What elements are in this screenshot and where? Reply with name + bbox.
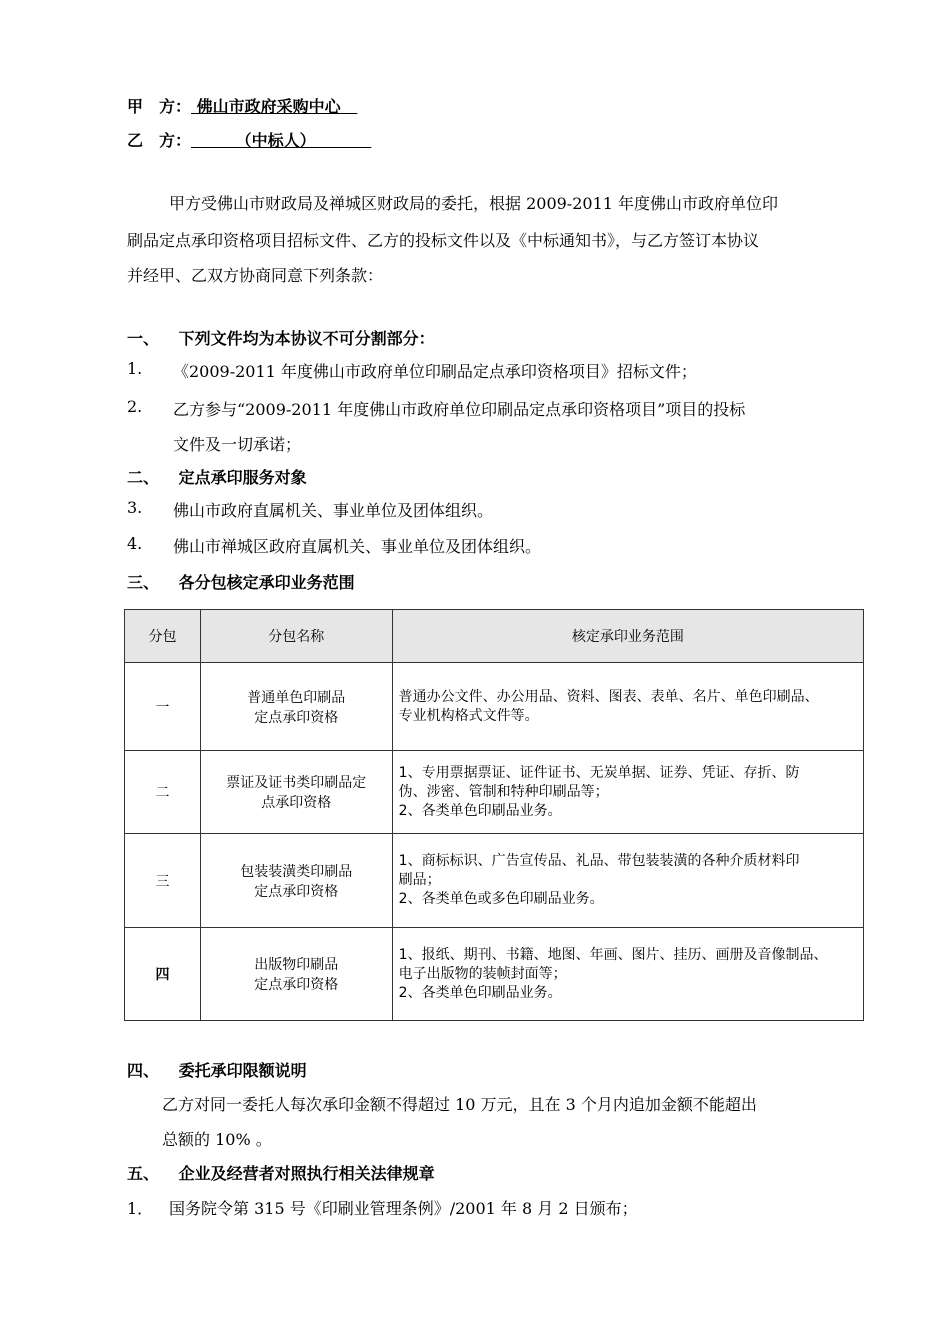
section-3-title: 各分包核定承印业务范围 xyxy=(178,573,355,592)
section-2-num: 二、 xyxy=(127,468,160,487)
package-cell: 二 xyxy=(125,751,201,834)
party-b-label: 乙 方： xyxy=(127,131,192,150)
s2-item-3-text: 佛山市政府直属机关、事业单位及团体组织。 xyxy=(173,501,494,520)
section-1-title: 下列文件均为本协议不可分割部分： xyxy=(178,329,435,348)
s2-item-4-text: 佛山市禅城区政府直属机关、事业单位及团体组织。 xyxy=(173,537,542,556)
party-b xyxy=(127,128,371,151)
s1-item-2-text-line-2: 文件及一切承诺； xyxy=(173,435,302,454)
scope-cell: 1、专用票据票证、证件证书、无炭单据、证券、凭证、存折、防 伪、涉密、管制和特种印刷品等； 2、各类单色印刷品业务。 xyxy=(392,751,863,834)
section-4-line-1: 乙方对同一委托人每次承印金额不得超过 10 万元，且在 3 个月内追加金额不能超出 xyxy=(162,1095,757,1114)
table-row xyxy=(125,663,864,751)
party-a-value: 佛山市政府采购中心 xyxy=(196,97,341,116)
scope-table xyxy=(124,609,864,1021)
package-cell: 四 xyxy=(125,928,201,1021)
s1-item-1-text: 《2009-2011 年度佛山市政府单位印刷品定点承印资格项目》招标文件； xyxy=(173,362,697,381)
section-4-line-2: 总额的 10% 。 xyxy=(162,1130,272,1149)
intro-line-1: 甲方受佛山市财政局及禅城区财政局的委托，根据 2009-2011 年度佛山市政府单位印 xyxy=(169,194,779,213)
table-row xyxy=(125,751,864,834)
section-2-title: 定点承印服务对象 xyxy=(178,468,307,487)
section-4-heading xyxy=(127,1058,307,1081)
s5-item-1-num: 1． xyxy=(127,1199,154,1218)
intro-line-2: 刷品定点承印资格项目招标文件、乙方的投标文件以及《中标通知书》，与乙方签订本协议 xyxy=(127,231,760,250)
intro-line-3: 并经甲、乙双方协商同意下列条款： xyxy=(127,266,384,285)
table-header-row xyxy=(125,610,864,663)
section-4-num: 四、 xyxy=(127,1061,160,1080)
package-name-cell: 票证及证书类印刷品定 点承印资格 xyxy=(200,751,392,834)
package-name-cell: 出版物印刷品 定点承印资格 xyxy=(200,928,392,1021)
scope-cell: 普通办公文件、办公用品、资料、图表、表单、名片、单色印刷品、 专业机构格式文件等。 xyxy=(392,663,863,751)
package-cell: 一 xyxy=(125,663,201,751)
scope-cell: 1、商标标识、广告宣传品、礼品、带包装装潢的各种介质材料印 刷品； 2、各类单色或多色印刷品业务。 xyxy=(392,834,863,928)
section-1-heading xyxy=(127,326,435,349)
scope-cell: 1、报纸、期刊、书籍、地图、年画、图片、挂历、画册及音像制品、 电子出版物的装帧封面等； 2、各类单色印刷品业务。 xyxy=(392,928,863,1021)
section-2-heading xyxy=(127,465,307,488)
section-3-heading xyxy=(127,570,355,593)
party-a-label: 甲 方： xyxy=(127,97,192,116)
s2-item-3-num: 3. xyxy=(127,498,143,517)
section-3-num: 三、 xyxy=(127,573,160,592)
table-row xyxy=(125,928,864,1021)
package-name-cell: 普通单色印刷品 定点承印资格 xyxy=(200,663,392,751)
party-b-value: （中标人） xyxy=(235,131,316,150)
party-a xyxy=(127,94,357,117)
s1-item-2-text-line-1: 乙方参与“2009-2011 年度佛山市政府单位印刷品定点承印资格项目”项目的投标 xyxy=(173,400,746,419)
section-4-title: 委托承印限额说明 xyxy=(178,1061,307,1080)
s1-item-1-num: 1. xyxy=(127,359,143,378)
table-row xyxy=(125,834,864,928)
header-package-name: 分包名称 xyxy=(200,610,392,663)
s2-item-4-num: 4. xyxy=(127,534,143,553)
package-cell: 三 xyxy=(125,834,201,928)
s5-item-1-text: 国务院令第 315 号《印刷业管理条例》/2001 年 8 月 2 日颁布； xyxy=(169,1199,638,1218)
section-1-num: 一、 xyxy=(127,329,160,348)
header-scope: 核定承印业务范围 xyxy=(392,610,863,663)
section-5-num: 五、 xyxy=(127,1164,160,1183)
s1-item-2-num: 2. xyxy=(127,397,143,416)
header-package: 分包 xyxy=(125,610,201,663)
section-5-title: 企业及经营者对照执行相关法律规章 xyxy=(178,1164,435,1183)
section-5-heading xyxy=(127,1161,435,1184)
package-name-cell: 包装装潢类印刷品 定点承印资格 xyxy=(200,834,392,928)
